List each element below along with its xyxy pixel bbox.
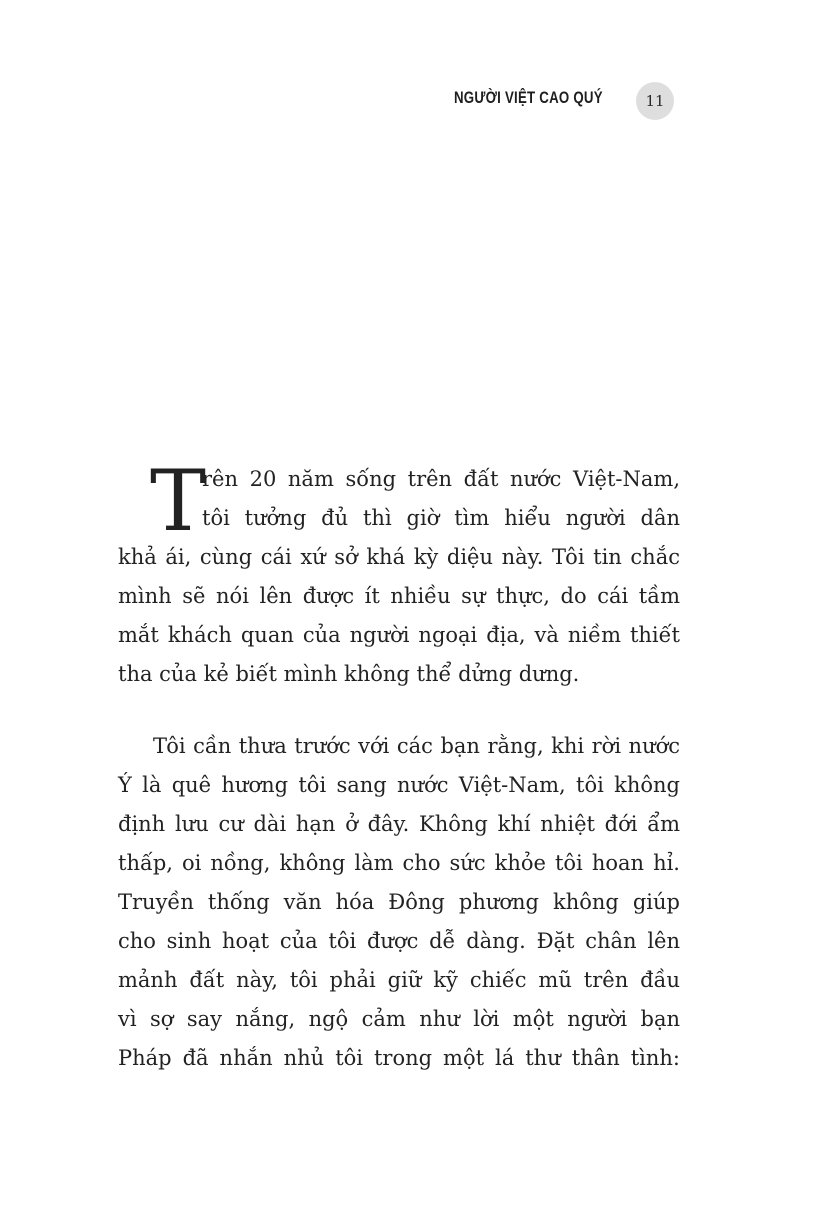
text-line: mình sẽ nói lên được ít nhiều sự thực, do cái tầm bbox=[118, 584, 680, 608]
text-line: cho sinh hoạt của tôi được dễ dàng. Đặt chân lên bbox=[118, 929, 680, 953]
text-line: Ý là quê hương tôi sang nước Việt-Nam, tôi không bbox=[118, 773, 680, 797]
running-header-title: NGƯỜI VIỆT CAO QUÝ bbox=[454, 88, 603, 107]
page-number-badge bbox=[636, 82, 674, 120]
text-line: khả ái, cùng cái xứ sở khá kỳ diệu này. Tôi tin chắc bbox=[118, 545, 680, 569]
text-line: Truyền thống văn hóa Đông phương không giúp bbox=[118, 890, 680, 914]
text-line: vì sợ say nắng, ngộ cảm như lời một người bạn bbox=[118, 1007, 680, 1031]
text-line: rên 20 năm sống trên đất nước Việt-Nam, bbox=[202, 467, 680, 491]
text-line: tôi tưởng đủ thì giờ tìm hiểu người dân bbox=[202, 506, 680, 530]
text-line: Pháp đã nhắn nhủ tôi trong một lá thư thân tình: bbox=[118, 1046, 680, 1070]
text-line: thấp, oi nồng, không làm cho sức khỏe tôi hoan hỉ. bbox=[118, 851, 680, 875]
paragraph-2 bbox=[118, 727, 680, 1078]
drop-cap: T bbox=[150, 452, 207, 550]
text-line: mảnh đất này, tôi phải giữ kỹ chiếc mũ trên đầu bbox=[118, 968, 680, 992]
page-number: 11 bbox=[645, 92, 665, 110]
paragraph-1 bbox=[118, 452, 680, 694]
text-line: Tôi cần thưa trước với các bạn rằng, khi rời nước bbox=[153, 734, 680, 758]
text-line: mắt khách quan của người ngoại địa, và niềm thiết bbox=[118, 623, 680, 647]
text-line: định lưu cư dài hạn ở đây. Không khí nhiệt đới ẩm bbox=[118, 812, 680, 836]
text-line: tha của kẻ biết mình không thể dửng dưng. bbox=[118, 662, 580, 686]
